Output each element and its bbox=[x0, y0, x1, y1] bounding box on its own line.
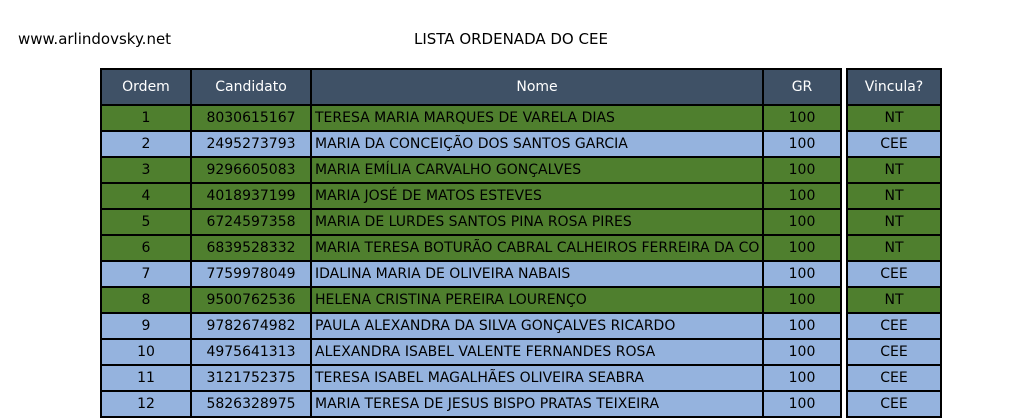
cell-gr: 100 bbox=[763, 287, 841, 313]
cell-gr: 100 bbox=[763, 391, 841, 417]
cell-vincula: NT bbox=[847, 209, 941, 235]
table-row bbox=[101, 261, 941, 287]
cell-vincula: CEE bbox=[847, 391, 941, 417]
column-header-ordem: Ordem bbox=[101, 69, 191, 105]
cell-vincula: CEE bbox=[847, 339, 941, 365]
page-title: LISTA ORDENADA DO CEE bbox=[414, 30, 608, 48]
cell-vincula: CEE bbox=[847, 261, 941, 287]
cell-candidato: 4018937199 bbox=[191, 183, 311, 209]
cell-nome: MARIA TERESA DE JESUS BISPO PRATAS TEIXEIRA bbox=[311, 391, 763, 417]
cell-nome: MARIA DA CONCEIÇÃO DOS SANTOS GARCIA bbox=[311, 131, 763, 157]
cell-candidato: 6724597358 bbox=[191, 209, 311, 235]
column-header-vincula: Vincula? bbox=[847, 69, 941, 105]
cell-ordem: 1 bbox=[101, 105, 191, 131]
cell-gr: 100 bbox=[763, 235, 841, 261]
cell-candidato: 5826328975 bbox=[191, 391, 311, 417]
cell-ordem: 9 bbox=[101, 313, 191, 339]
cell-candidato: 6839528332 bbox=[191, 235, 311, 261]
cell-nome: PAULA ALEXANDRA DA SILVA GONÇALVES RICARDO bbox=[311, 313, 763, 339]
cell-ordem: 4 bbox=[101, 183, 191, 209]
cell-nome: HELENA CRISTINA PEREIRA LOURENÇO bbox=[311, 287, 763, 313]
cell-candidato: 4975641313 bbox=[191, 339, 311, 365]
cell-gr: 100 bbox=[763, 183, 841, 209]
cell-candidato: 9296605083 bbox=[191, 157, 311, 183]
table-row bbox=[101, 131, 941, 157]
cell-nome: TERESA ISABEL MAGALHÃES OLIVEIRA SEABRA bbox=[311, 365, 763, 391]
cell-nome: ALEXANDRA ISABEL VALENTE FERNANDES ROSA bbox=[311, 339, 763, 365]
table-row bbox=[101, 365, 941, 391]
table-row bbox=[101, 183, 941, 209]
site-url: www.arlindovsky.net bbox=[18, 30, 172, 48]
cell-nome: MARIA TERESA BOTURÃO CABRAL CALHEIROS FERREIRA DA CO bbox=[311, 235, 763, 261]
cell-candidato: 7759978049 bbox=[191, 261, 311, 287]
cell-vincula: NT bbox=[847, 287, 941, 313]
candidate-table bbox=[100, 68, 942, 418]
cell-ordem: 10 bbox=[101, 339, 191, 365]
cell-gr: 100 bbox=[763, 339, 841, 365]
table-row bbox=[101, 313, 941, 339]
cell-ordem: 2 bbox=[101, 131, 191, 157]
cell-gr: 100 bbox=[763, 261, 841, 287]
cell-ordem: 6 bbox=[101, 235, 191, 261]
cell-vincula: NT bbox=[847, 183, 941, 209]
cell-candidato: 2495273793 bbox=[191, 131, 311, 157]
cell-vincula: NT bbox=[847, 157, 941, 183]
table-row bbox=[101, 287, 941, 313]
cell-gr: 100 bbox=[763, 209, 841, 235]
cell-ordem: 8 bbox=[101, 287, 191, 313]
table-row bbox=[101, 157, 941, 183]
table-row bbox=[101, 105, 941, 131]
table-row bbox=[101, 209, 941, 235]
table-header-row bbox=[101, 69, 941, 105]
cell-vincula: NT bbox=[847, 105, 941, 131]
cell-vincula: CEE bbox=[847, 313, 941, 339]
cell-nome: MARIA EMÍLIA CARVALHO GONÇALVES bbox=[311, 157, 763, 183]
table-row bbox=[101, 391, 941, 417]
column-header-candidato: Candidato bbox=[191, 69, 311, 105]
cell-gr: 100 bbox=[763, 105, 841, 131]
table-row bbox=[101, 339, 941, 365]
cell-nome: MARIA DE LURDES SANTOS PINA ROSA PIRES bbox=[311, 209, 763, 235]
cell-gr: 100 bbox=[763, 313, 841, 339]
cell-candidato: 9500762536 bbox=[191, 287, 311, 313]
table-row bbox=[101, 235, 941, 261]
cell-gr: 100 bbox=[763, 365, 841, 391]
cell-vincula: CEE bbox=[847, 365, 941, 391]
cell-ordem: 7 bbox=[101, 261, 191, 287]
cell-candidato: 8030615167 bbox=[191, 105, 311, 131]
cell-ordem: 12 bbox=[101, 391, 191, 417]
cell-ordem: 5 bbox=[101, 209, 191, 235]
cell-ordem: 11 bbox=[101, 365, 191, 391]
column-header-nome: Nome bbox=[311, 69, 763, 105]
cell-nome: MARIA JOSÉ DE MATOS ESTEVES bbox=[311, 183, 763, 209]
cell-vincula: CEE bbox=[847, 131, 941, 157]
cell-gr: 100 bbox=[763, 131, 841, 157]
column-header-gr: GR bbox=[763, 69, 841, 105]
cell-nome: TERESA MARIA MARQUES DE VARELA DIAS bbox=[311, 105, 763, 131]
cell-ordem: 3 bbox=[101, 157, 191, 183]
cell-gr: 100 bbox=[763, 157, 841, 183]
cell-vincula: NT bbox=[847, 235, 941, 261]
cell-candidato: 3121752375 bbox=[191, 365, 311, 391]
cell-nome: IDALINA MARIA DE OLIVEIRA NABAIS bbox=[311, 261, 763, 287]
cell-candidato: 9782674982 bbox=[191, 313, 311, 339]
